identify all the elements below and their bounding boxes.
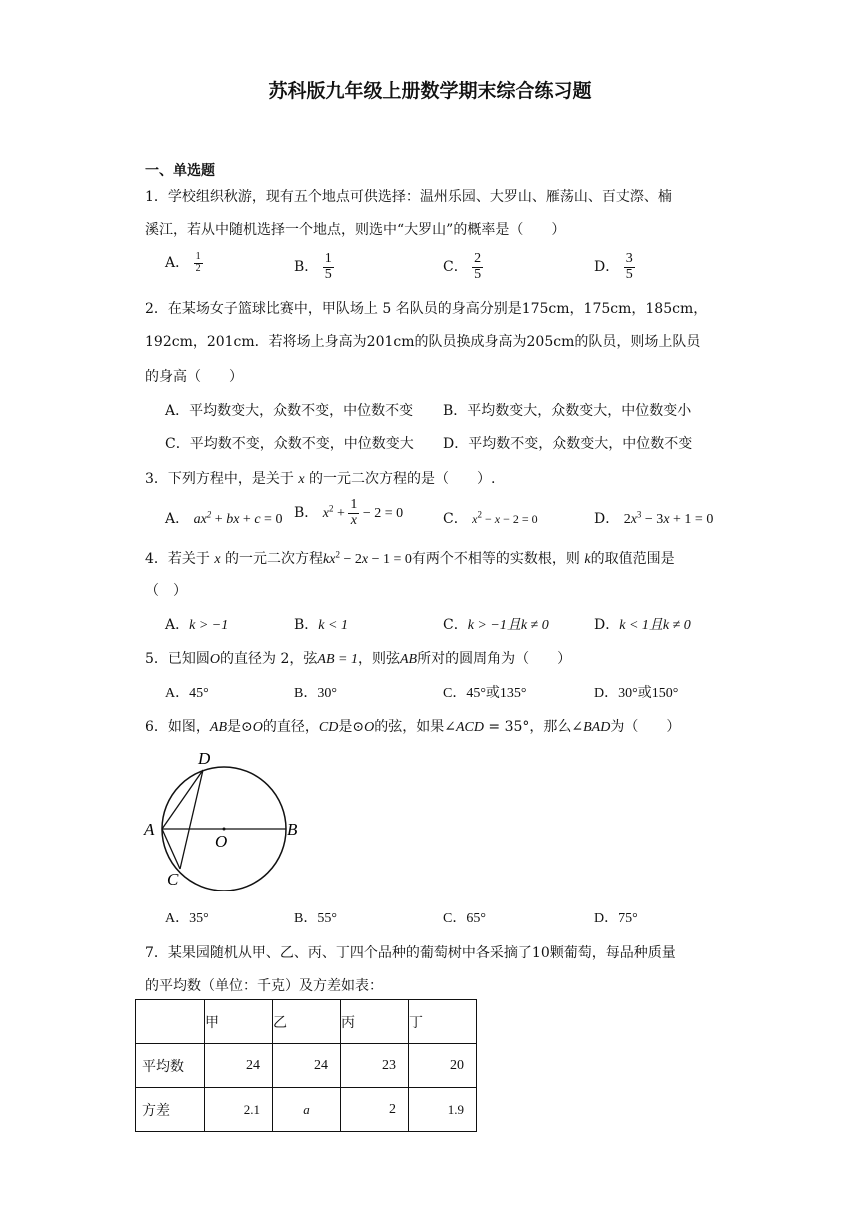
q3-option-b: B． $x^2$ + $\frac{1}{x}$ − 2 = 0: [294, 497, 404, 528]
q2-option-a: A．平均数变大，众数不变，中位数不变: [165, 403, 414, 419]
option-label: D．: [594, 617, 620, 633]
option-label: A．: [165, 255, 190, 271]
q5-stem-a: 5．已知圆: [145, 651, 210, 667]
q5-stem-b: 的直径为 2，弦: [220, 651, 318, 667]
denominator: 2: [195, 262, 201, 274]
option-label: C．: [443, 259, 468, 276]
q4-k: k: [584, 552, 591, 567]
table-cell: 方差: [136, 1088, 205, 1132]
q5-option-c: C．45°或135°: [443, 686, 527, 701]
center-point: [223, 828, 226, 831]
label-b: B: [287, 820, 298, 839]
q2-option-d: D．平均数不变，众数变大，中位数不变: [443, 436, 693, 452]
q6-stem: [145, 716, 680, 736]
q3-stem-post: 的一元二次方程的是（ ）.: [309, 471, 496, 487]
table-cell: 23: [341, 1044, 409, 1088]
option-label: C．: [443, 511, 468, 527]
label-c: C: [167, 870, 179, 889]
chord-ad: [162, 770, 203, 829]
table-header-cell: 丙: [341, 1000, 409, 1044]
denominator: 5: [474, 266, 482, 282]
q3-option-a: A． $ax^2$ + bx + c = 0: [165, 509, 283, 527]
q5-stem-c: ，则弦: [357, 651, 400, 667]
denominator: 5: [625, 266, 633, 282]
table-header-cell: 丁: [409, 1000, 477, 1044]
label-a: A: [144, 820, 155, 839]
q6-stem-g: 为（ ）: [610, 719, 681, 735]
table-header-cell: 乙: [273, 1000, 341, 1044]
q3-option-c: C． $x^2 - x - 2 = 0$: [443, 509, 538, 527]
q4-line-2: （ ）: [145, 583, 187, 599]
denominator: 5: [324, 266, 332, 282]
q3-stem-var: x: [298, 472, 305, 487]
q4-post: 有两个不相等的实数根，则: [411, 551, 580, 567]
table-cell: 2.1: [205, 1088, 273, 1132]
table-header-row: [136, 1000, 477, 1044]
label-d: D: [198, 749, 211, 768]
q1-option-a: [165, 252, 203, 274]
variance-table: [135, 999, 477, 1132]
q6-stem-d: 是⊙: [338, 719, 365, 735]
numerator: 1: [195, 251, 201, 262]
q6-o: O: [252, 720, 263, 735]
chord-cd: [180, 770, 203, 869]
q3-stem: [145, 468, 496, 488]
q4-option-c: [443, 614, 549, 634]
q6-stem-b: 是⊙: [227, 719, 253, 735]
q3-stem-pre: 3．下列方程中，是关于: [145, 471, 294, 487]
q3-option-d: D． $2x^3 - 3x + 1 = 0$: [594, 509, 714, 527]
q2-option-b: B．平均数变大，众数变大，中位数变小: [443, 403, 692, 419]
option-label: B．: [294, 617, 319, 633]
numerator: 1: [324, 251, 332, 266]
q4-option-a: [165, 614, 228, 634]
q6-bad: BAD: [583, 720, 611, 735]
q6-stem-e: 的弦，如果∠: [374, 719, 456, 735]
q7-line-2: 的平均数（单位：千克）及方差如表：: [145, 978, 383, 994]
numerator: 3: [625, 251, 633, 266]
q6-option-c: C．65°: [443, 911, 486, 926]
option-label: A．: [165, 511, 190, 527]
label-o: O: [215, 832, 228, 851]
q7-line-1: 7．某果园随机从甲、乙、丙、丁四个品种的葡萄树中各采摘了10颗葡萄，每品种质量: [145, 945, 676, 961]
q6-stem-f: = 35°，那么∠: [483, 719, 584, 735]
table-cell: 1.9: [409, 1088, 477, 1132]
q4-option-d: [594, 614, 691, 634]
page-title: 苏科版九年级上册数学期末综合练习题: [268, 80, 592, 102]
q1-option-b: [294, 252, 334, 282]
q1-option-d: [594, 252, 635, 282]
option-label: B．: [294, 505, 319, 522]
option-label: C．: [443, 617, 468, 633]
q4-stem: 4．若关于 x 的一元二次方程$kx^2 - 2x - 1 = 0$有两个不相等的实数根，则 k的取值范围是: [145, 549, 675, 567]
q4-var: x: [214, 552, 221, 567]
q6-acd: ACD: [455, 720, 484, 735]
table-cell: 平均数: [136, 1044, 205, 1088]
q6-stem-c: 的直径，: [262, 719, 319, 735]
q5-stem: [145, 648, 571, 668]
q2-line-1: 2．在某场女子篮球比赛中，甲队场上 5 名队员的身高分别是175cm，175cm，185cm，: [145, 301, 708, 317]
q6-o-2: O: [364, 720, 375, 735]
q4-tail: 的取值范围是: [590, 551, 675, 567]
option-label: D．: [594, 259, 620, 276]
table-cell: 24: [273, 1044, 341, 1088]
q1-line-2: 溪江，若从中随机选择一个地点，则选中“大罗山”的概率是（ ）: [145, 222, 566, 238]
q6-option-a: A．35°: [165, 911, 209, 926]
q5-stem-d: 所对的圆周角为（ ）: [417, 651, 572, 667]
q5-o: O: [209, 652, 221, 667]
q5-option-d: D．30°或150°: [594, 686, 679, 701]
q6-stem-a: 6．如图，: [145, 719, 210, 735]
q5-option-b: B．30°: [294, 686, 337, 701]
q1-line-1: 1．学校组织秋游，现有五个地点可供选择：温州乐园、大罗山、雁荡山、百丈漈、楠: [145, 189, 672, 205]
q5-ab2: AB: [399, 652, 418, 667]
table-cell: 20: [409, 1044, 477, 1088]
q6-option-b: B．55°: [294, 911, 337, 926]
numerator: 2: [474, 251, 482, 266]
table-row: [136, 1044, 477, 1088]
table-header-cell: [136, 1000, 205, 1044]
option-text: k > −1且k ≠ 0: [467, 618, 549, 633]
option-text: k < 1且k ≠ 0: [619, 618, 691, 633]
q2-option-c: C．平均数不变，众数不变，中位数变大: [165, 436, 414, 452]
q2-line-2: 192cm，201cm．若将场上身高为201cm的队员换成身高为205cm的队员，则场上队员: [145, 334, 701, 350]
q6-option-d: D．75°: [594, 911, 638, 926]
table-header-cell: 甲: [205, 1000, 273, 1044]
q5-option-a: A．45°: [165, 686, 209, 701]
option-label: A．: [165, 617, 190, 633]
option-text: k < 1: [318, 618, 348, 633]
q1-option-c: [443, 252, 483, 282]
q5-ab: AB = 1: [317, 652, 358, 667]
q4-pre: 4．若关于: [145, 551, 210, 567]
q4-option-b: [294, 614, 348, 634]
table-cell: 24: [205, 1044, 273, 1088]
circle-figure: [140, 746, 310, 891]
table-cell: a: [273, 1088, 341, 1132]
option-label: D．: [594, 511, 620, 527]
q6-cd: CD: [318, 720, 339, 735]
option-label: B．: [294, 259, 319, 276]
q2-line-3: 的身高（ ）: [145, 369, 243, 385]
q6-ab: AB: [209, 720, 228, 735]
table-row: [136, 1088, 477, 1132]
option-text: k > −1: [189, 618, 229, 633]
q4-mid: 的一元二次方程: [225, 551, 324, 567]
section-heading: 一、单选题: [145, 163, 215, 179]
table-cell: 2: [341, 1088, 409, 1132]
